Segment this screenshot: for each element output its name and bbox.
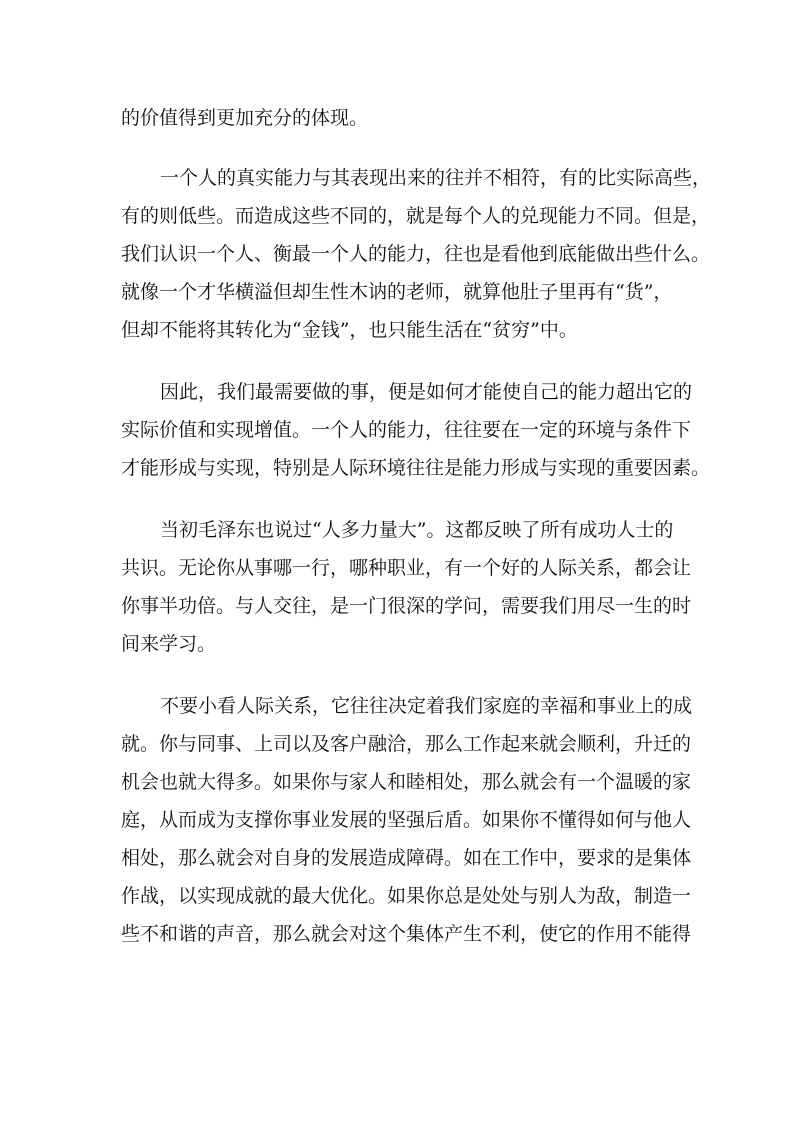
paragraph-line: 因此，我们最需要做的事，便是如何才能使自己的能力超出它的 <box>160 381 693 403</box>
paragraph-line: 不要小看人际关系，它往往决定着我们家庭的幸福和事业上的成 <box>160 695 693 717</box>
paragraph-line: 的价值得到更加充分的体现。 <box>121 107 369 129</box>
paragraph-line: 庭，从而成为支撑你事业发展的坚强后盾。如果你不懂得如何与他人 <box>121 809 692 831</box>
paragraph-line: 就。你与同事、上司以及客户融洽，那么工作起来就会顺利，升迁的 <box>121 733 692 755</box>
paragraph-line: 共识。无论你从事哪一行，哪种职业，有一个好的人际关系，都会让 <box>121 557 692 579</box>
paragraph-line: 就像一个才华横溢但却生性木讷的老师，就算他肚子里再有“货”， <box>121 281 673 303</box>
paragraph-line: 相处，那么就会对自身的发展造成障碍。如在工作中，要求的是集体 <box>121 847 692 869</box>
paragraph-line: 但却不能将其转化为“金钱”，也只能生活在“贫穷”中。 <box>121 319 578 341</box>
paragraph-line: 间来学习。 <box>121 633 217 655</box>
paragraph-line: 当初毛泽东也说过“人多力量大”。这都反映了所有成功人士的 <box>160 519 674 541</box>
paragraph-line: 些不和谐的声音，那么就会对这个集体产生不利，使它的作用不能得 <box>121 923 692 945</box>
paragraph-line: 你事半功倍。与人交往，是一门很深的学问，需要我们用尽一生的时 <box>121 595 692 617</box>
paragraph-line: 才能形成与实现，特别是人际环境往往是能力形成与实现的重要因素。 <box>121 457 711 479</box>
paragraph-line: 机会也就大得多。如果你与家人和睦相处，那么就会有一个温暖的家 <box>121 771 692 793</box>
paragraph-line: 作战，以实现成就的最大优化。如果你总是处处与别人为敌，制造一 <box>121 885 692 907</box>
paragraph-line: 实际价值和实现增值。一个人的能力，往往要在一定的环境与条件下 <box>121 419 692 441</box>
paragraph-line: 我们认识一个人、衡最一个人的能力，往也是看他到底能做出些什么。 <box>121 243 711 265</box>
paragraph-line: 有的则低些。而造成这些不同的，就是每个人的兑现能力不同。但是， <box>121 205 711 227</box>
paragraph-line: 一个人的真实能力与其表现出来的往并不相符，有的比实际高些， <box>160 167 712 189</box>
